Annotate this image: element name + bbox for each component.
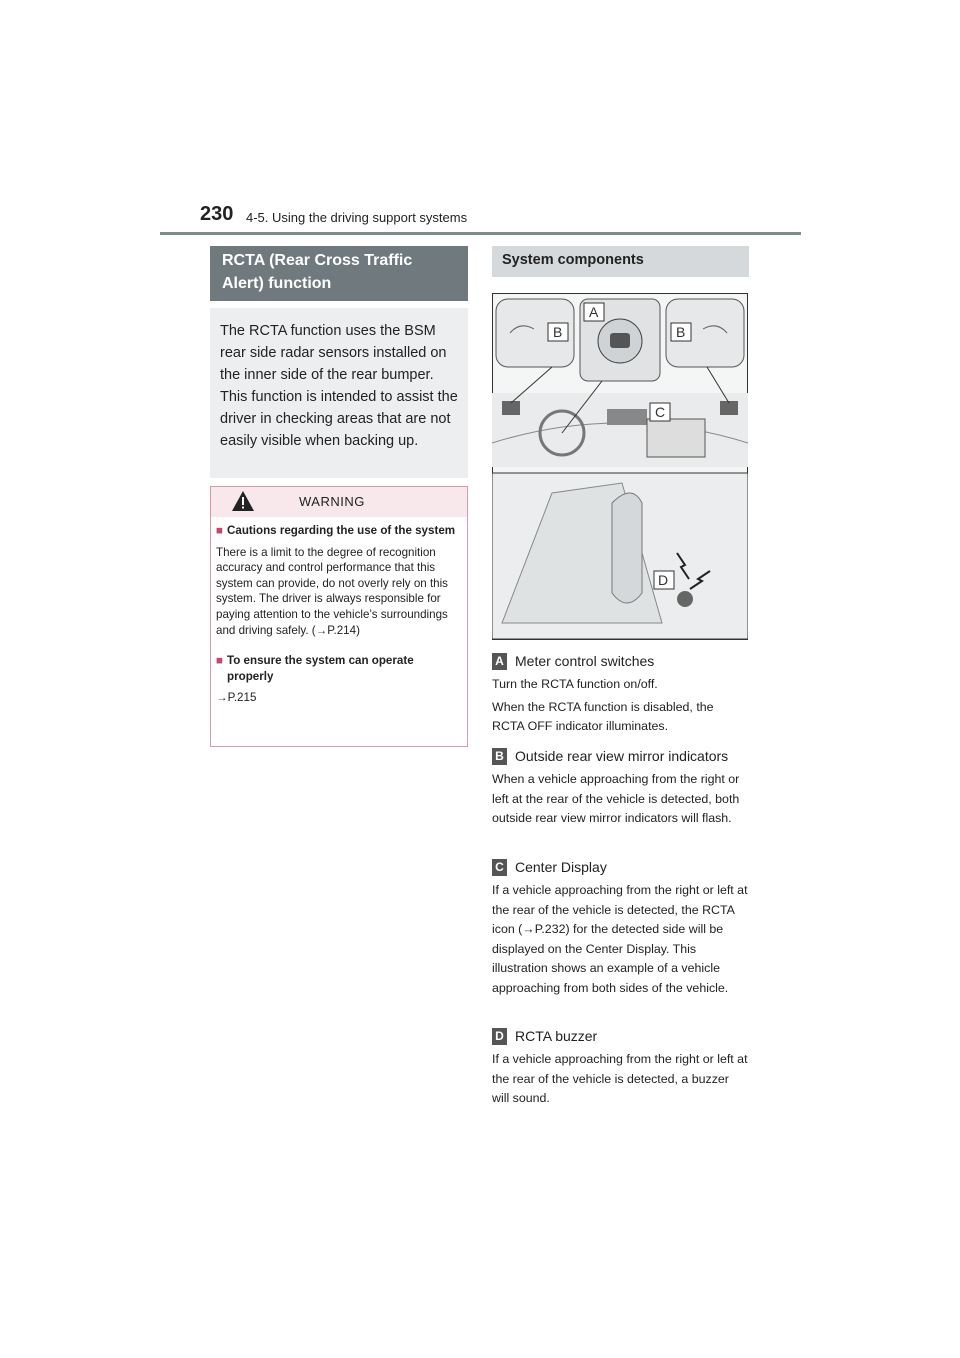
component-item-c (492, 857, 749, 998)
bullet-square-icon: ■ (216, 524, 224, 537)
component-description: If a vehicle approaching from the right or left at the rear of the vehicle is detected, a buzzer will sound. (492, 1052, 748, 1105)
component-item-d (492, 1026, 749, 1109)
component-title: Outside rear view mirror indicators (515, 748, 729, 764)
callout-a: A (589, 304, 599, 320)
component-description: Turn the RCTA function on/off. (492, 677, 658, 691)
component-item-b (492, 746, 749, 829)
page-title-line1: RCTA (Rear Cross Traffic (222, 252, 413, 269)
component-letter-badge: D (492, 1028, 507, 1045)
warning-heading-2-text: To ensure the system can operate properly (227, 654, 414, 683)
bullet-square-icon: ■ (216, 654, 224, 668)
component-description-2: When the RCTA function is disabled, the RCTA OFF indicator illuminates. (492, 699, 714, 733)
warning-text-1: There is a limit to the degree of recognition accuracy and control performance that this system can provide, do not overly rely on this system. The driver is always responsible for paying attention to the vehicle’s surroundings and driving safely. (→P.214) (216, 545, 448, 637)
component-title: Center Display (515, 859, 607, 875)
component-letter-badge: B (492, 748, 507, 765)
component-description: When a vehicle approaching from the right or left at the rear of the vehicle is detected, both outside rear view mirror indicators will flash. (492, 772, 740, 825)
header-divider (160, 232, 801, 235)
component-description: If a vehicle approaching from the right or left at the rear of the vehicle is detected, the RCTA icon (→P.232) for the detected side will be displayed on the Center Display. This illustration shows an example of a vehicle approaching from both sides of the vehicle. (492, 883, 748, 995)
warning-heading-1-text: Cautions regarding the use of the system (227, 524, 456, 537)
section-heading: System components (492, 246, 749, 277)
warning-box (210, 486, 468, 747)
warning-icon (231, 490, 255, 512)
component-item-a (492, 651, 749, 737)
warning-text-2: →P.215 (216, 691, 257, 705)
page-title (210, 246, 468, 301)
warning-header (211, 487, 467, 517)
intro-text: The RCTA function uses the BSM rear side radar sensors installed on the inner side of the rear bumper. This function is intended to assist the driver in checking areas that are not easily visible when backing up. (210, 308, 468, 478)
component-letter-badge: C (492, 859, 507, 876)
callout-c: C (655, 404, 666, 420)
callout-b-left: B (553, 324, 563, 340)
warning-heading-1 (216, 523, 462, 539)
component-letter-badge: A (492, 653, 507, 670)
page-title-line2: Alert) function (222, 275, 332, 292)
warning-heading-2 (216, 653, 462, 684)
page-number: 230 (200, 203, 234, 225)
section-title: 4-5. Using the driving support systems (246, 210, 468, 225)
warning-label: WARNING (299, 494, 365, 509)
system-components-illustration (492, 293, 748, 640)
component-title: RCTA buzzer (515, 1028, 598, 1044)
component-title: Meter control switches (515, 653, 655, 669)
callout-d: D (658, 572, 669, 588)
callout-b-right: B (676, 324, 686, 340)
